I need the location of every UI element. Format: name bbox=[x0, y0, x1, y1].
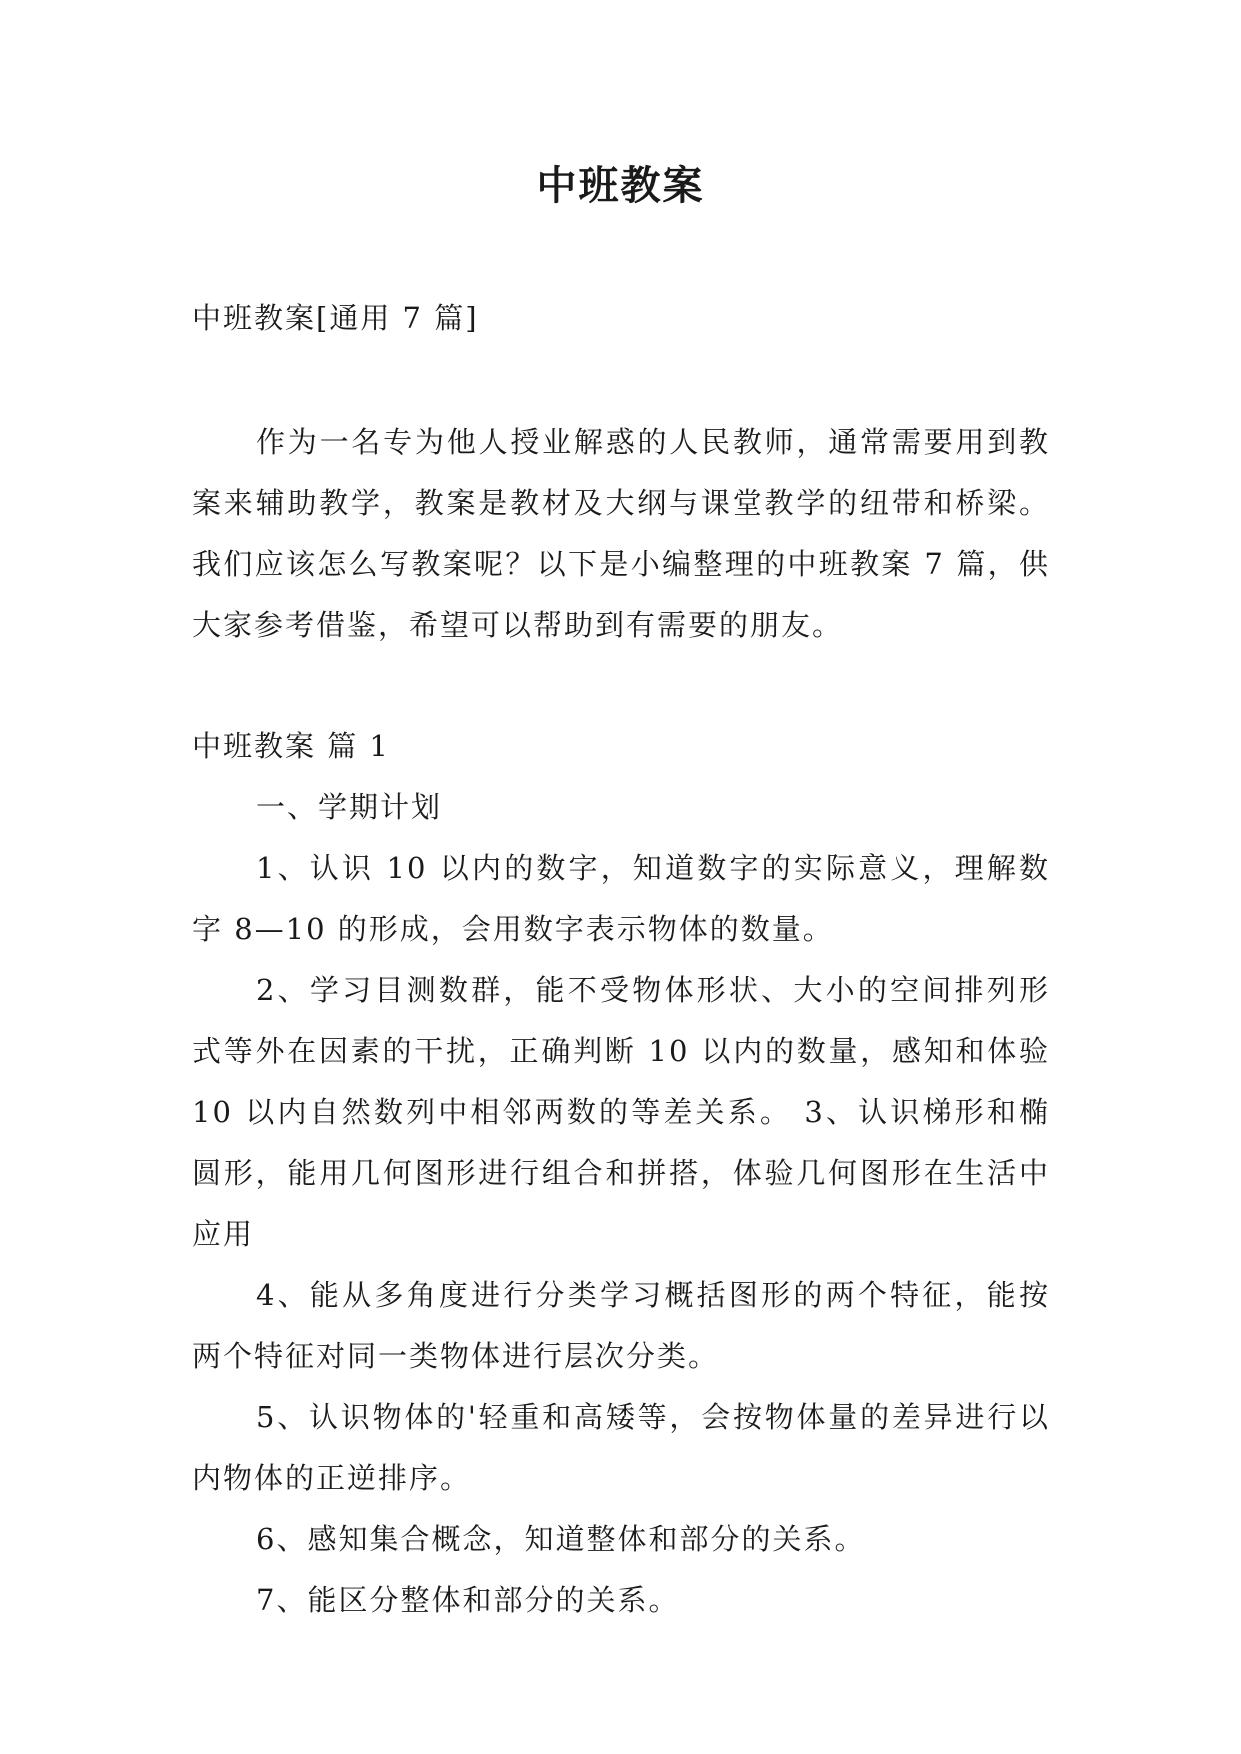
paragraph-item-2: 2、学习目测数群，能不受物体形状、大小的空间排列形式等外在因素的干扰，正确判断 10 以内的数量，感知和体验 10 以内自然数列中相邻两数的等差关系。 3、认识梯形和椭圆形，能用几何图形进行组合和拼搭，体验几何图形在生活中应用 bbox=[192, 973, 1050, 1251]
paragraph-semester-plan: 一、学期计划 bbox=[256, 790, 443, 824]
paragraph-item-5: 5、认识物体的'轻重和高矮等，会按物体量的差异进行以内物体的正逆排序。 bbox=[192, 1400, 1050, 1495]
section-heading: 中班教案 篇 1 bbox=[192, 729, 390, 763]
paragraph-item-1: 1、认识 10 以内的数字，知道数字的实际意义，理解数字 8—10 的形成，会用数字表示物体的数量。 bbox=[192, 851, 1050, 946]
page-title: 中班教案 bbox=[536, 162, 705, 209]
paragraph-item-6: 6、感知集合概念，知道整体和部分的关系。 bbox=[256, 1522, 866, 1556]
document-body bbox=[192, 288, 1050, 1631]
intro-paragraph: 作为一名专为他人授业解惑的人民教师，通常需要用到教案来辅助教学，教案是教材及大纲与课堂教学的纽带和桥梁。我们应该怎么写教案呢？以下是小编整理的中班教案 7 篇，供大家参考借鉴，希望可以帮助到有需要的朋友。 bbox=[192, 425, 1050, 642]
document-subtitle: 中班教案[通用 7 篇] bbox=[192, 301, 479, 335]
paragraph-item-4: 4、能从多角度进行分类学习概括图形的两个特征，能按两个特征对同一类物体进行层次分类。 bbox=[192, 1278, 1050, 1373]
paragraph-item-7: 7、能区分整体和部分的关系。 bbox=[256, 1583, 680, 1617]
